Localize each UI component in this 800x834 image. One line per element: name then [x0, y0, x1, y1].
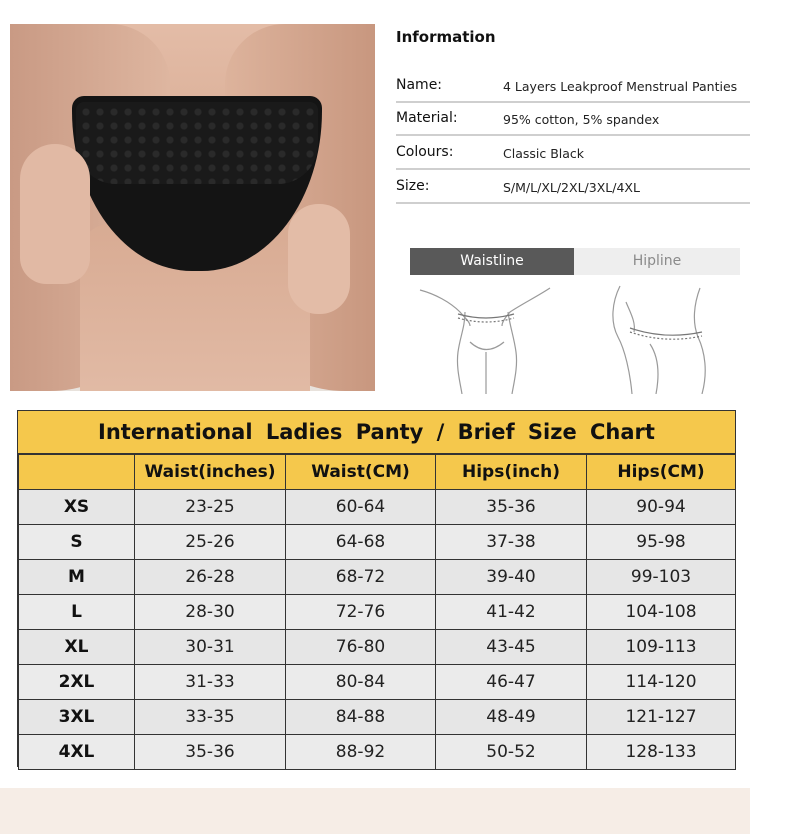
info-value: 95% cotton, 5% spandex [503, 112, 660, 127]
size-chart [17, 410, 736, 767]
table-cell: 41-42 [436, 595, 587, 630]
table-row [19, 700, 736, 735]
lace-waistband [76, 102, 318, 184]
header-cell: Hips(CM) [587, 455, 736, 490]
table-cell: 35-36 [135, 735, 286, 770]
table-cell: 114-120 [587, 665, 736, 700]
table-cell: 99-103 [587, 560, 736, 595]
size-label-cell: L [19, 595, 135, 630]
table-cell: 43-45 [436, 630, 587, 665]
size-label-cell: 3XL [19, 700, 135, 735]
product-photo [10, 24, 375, 391]
table-row [19, 595, 736, 630]
table-cell: 128-133 [587, 735, 736, 770]
table-cell: 104-108 [587, 595, 736, 630]
model-right-hand [288, 204, 350, 314]
table-cell: 109-113 [587, 630, 736, 665]
table-cell: 90-94 [587, 490, 736, 525]
size-chart-title: International Ladies Panty / Brief Size Chart [18, 411, 735, 454]
model-left-hand [20, 144, 90, 284]
bottom-band [0, 788, 750, 834]
table-cell: 88-92 [286, 735, 436, 770]
table-cell: 33-35 [135, 700, 286, 735]
size-label-cell: XS [19, 490, 135, 525]
size-table-header-row [19, 455, 736, 490]
table-cell: 48-49 [436, 700, 587, 735]
info-value: S/M/L/XL/2XL/3XL/4XL [503, 180, 640, 195]
tab-hipline[interactable]: Hipline [574, 248, 740, 275]
table-cell: 28-30 [135, 595, 286, 630]
table-cell: 39-40 [436, 560, 587, 595]
table-cell: 25-26 [135, 525, 286, 560]
info-row-colours [396, 138, 750, 170]
table-row [19, 490, 736, 525]
info-label: Material: [396, 110, 458, 126]
size-label-cell: S [19, 525, 135, 560]
info-row-material [396, 104, 750, 136]
size-label-cell: M [19, 560, 135, 595]
hip-measure-illustration [590, 282, 740, 394]
tab-waistline[interactable]: Waistline [410, 248, 574, 275]
header-cell: Waist(inches) [135, 455, 286, 490]
header-cell [19, 455, 135, 490]
waist-measure-illustration [410, 282, 560, 394]
table-cell: 84-88 [286, 700, 436, 735]
size-label-cell: XL [19, 630, 135, 665]
table-row [19, 560, 736, 595]
table-cell: 30-31 [135, 630, 286, 665]
table-cell: 50-52 [436, 735, 587, 770]
info-label: Size: [396, 178, 430, 194]
info-label: Colours: [396, 144, 454, 160]
table-cell: 76-80 [286, 630, 436, 665]
table-cell: 64-68 [286, 525, 436, 560]
table-cell: 80-84 [286, 665, 436, 700]
table-cell: 60-64 [286, 490, 436, 525]
header-cell: Hips(inch) [436, 455, 587, 490]
table-row [19, 630, 736, 665]
info-row-name [396, 71, 750, 103]
table-cell: 46-47 [436, 665, 587, 700]
table-row [19, 525, 736, 560]
table-row [19, 735, 736, 770]
size-label-cell: 4XL [19, 735, 135, 770]
info-value: 4 Layers Leakproof Menstrual Panties [503, 79, 738, 94]
table-cell: 95-98 [587, 525, 736, 560]
table-cell: 68-72 [286, 560, 436, 595]
size-table [18, 454, 736, 770]
header-cell: Waist(CM) [286, 455, 436, 490]
info-title: Information [396, 28, 496, 46]
table-cell: 35-36 [436, 490, 587, 525]
table-cell: 26-28 [135, 560, 286, 595]
table-cell: 37-38 [436, 525, 587, 560]
table-cell: 23-25 [135, 490, 286, 525]
table-cell: 31-33 [135, 665, 286, 700]
table-cell: 121-127 [587, 700, 736, 735]
table-row [19, 665, 736, 700]
info-label: Name: [396, 77, 443, 93]
info-value: Classic Black [503, 146, 585, 161]
table-cell: 72-76 [286, 595, 436, 630]
info-row-size [396, 172, 750, 204]
size-label-cell: 2XL [19, 665, 135, 700]
